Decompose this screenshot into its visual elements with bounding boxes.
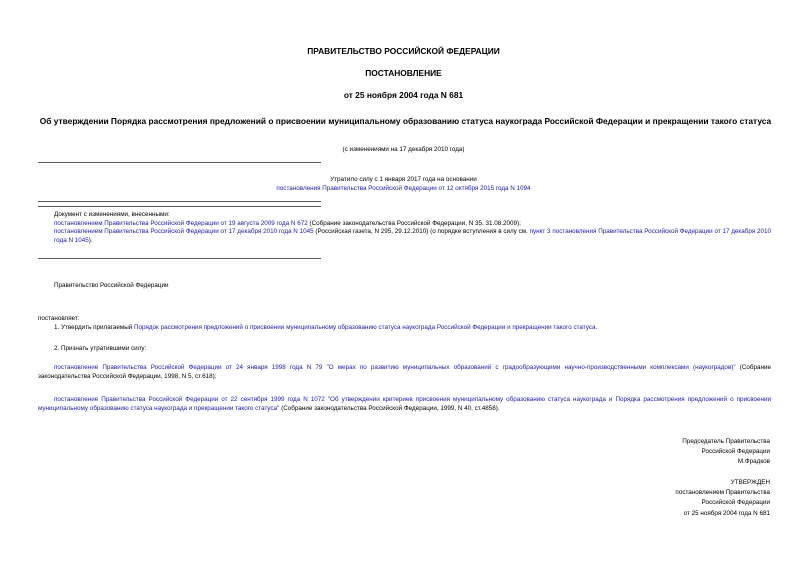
paragraph-4: постановление Правительства Российской Федерации от 22 сентября 1999 года N 1072 "Об утверждении критериев присвоения муниципальному образованию статуса наукограда и Порядка рассмотрения предложений о присвоении муниципальному образованию статуса наукограда и прекращении такого статуса" (Собрание законодательства Российской Федерации, 1999, N 40, ст.4858). [38,396,771,412]
government-heading: ПРАВИТЕЛЬСТВО РОССИЙСКОЙ ФЕДЕРАЦИИ [307,46,500,56]
issuer: Правительство Российской Федерации [54,282,169,289]
amendment-link[interactable]: постановлением Правительства Российской Федерации от 17 декабря 2010 года N 1045 [54,228,314,236]
document-date: от 25 ноября 2004 года N 681 [343,90,464,100]
approved-line: постановлением Правительства [675,489,770,497]
paragraph-1: 1. Утвердить прилагаемый Порядок рассмотрения предложений о присвоении муниципальному образованию статуса наукограда Российской Федерации и прекращении такого статуса. [54,324,598,331]
divider [38,162,321,163]
divider [38,258,321,259]
divider [38,201,321,202]
amendment-link[interactable]: пункт 3 постановления Правительства Российской Федерации от 17 декабря 2010 года N 1045 [54,228,771,244]
divider [38,206,321,207]
paragraph-3: постановление Правительства Российской Федерации от 24 января 1998 года N 79 "О мерах по развитию муниципальных образований с градообразующими научно-производственными комплексами (наукоградов)" (Собрание законодательства Российской Федерации, 1998, N 5, ст.618); [38,364,771,380]
lost-force-link[interactable]: постановления Правительства Российской Федерации от 12 октября 2015 года N 1094 [276,185,531,192]
changes-note: (с изменениями на 17 декабря 2010 года) [342,146,465,153]
procedure-link[interactable]: Порядок рассмотрения предложений о присвоении муниципальному образованию статуса наукограда Российской Федерации и прекращении такого статуса [134,324,596,331]
decrees: постановляет: [38,315,80,322]
signature-block [682,437,770,468]
document-type: ПОСТАНОВЛЕНИЕ [365,68,442,78]
approved-block [675,478,770,519]
repealed-link-2[interactable]: постановление Правительства Российской Федерации от 22 сентября 1999 года N 1072 "Об утверждении критериев присвоения муниципальному образованию статуса наукограда и Порядка рассмотрения предложений о присвоении муниципальному образованию статуса наукограда и прекращении такого статуса" [38,396,771,412]
amendment-item: постановлением Правительства Российской Федерации от 17 декабря 2010 года N 1045 (Российская газета, N 295, 29.12.2010) (о порядке вступления в силу см. пункт 3 постановления Правительства Российской Федерации от 17 декабря 2010 года N 1045). [54,228,771,244]
approved-line: от 25 ноября 2004 года N 681 [683,509,770,517]
approved-heading: УТВЕРЖДЕН [730,479,770,486]
lost-force-block [0,185,807,194]
amendment-link[interactable]: постановлением Правительства Российской Федерации от 19 августа 2009 года N 672 [54,219,308,227]
paragraph-2: 2. Признать утратившими силу: [54,345,147,352]
amendments-block [54,211,771,245]
signature-line: Российской Федерации [701,448,770,456]
amendments-heading: Документ с изменениями, внесенными: [54,211,170,218]
signature-line: Председатель Правительства [682,438,770,445]
approved-line: Российской Федерации [701,499,770,507]
amendment-item: постановлением Правительства Российской Федерации от 19 августа 2009 года N 672 (Собрание законодательства Российской Федерации, N 35, 31.08.2009); [54,219,521,227]
document-title: Об утверждении Порядка рассмотрения предложений о присвоении муниципальному образованию статуса наукограда Российской Федерации и прекращении такого статуса [39,116,772,126]
signature-name: М.Фрадков [737,458,770,466]
repealed-link-1[interactable]: постановление Правительства Российской Федерации от 24 января 1998 года N 79 "О мерах по развитию муниципальных образований с градообразующими научно-производственными комплексами (наукоградов)" [54,364,736,371]
lost-force-text: Утратило силу с 1 января 2017 года на основании [330,176,477,183]
